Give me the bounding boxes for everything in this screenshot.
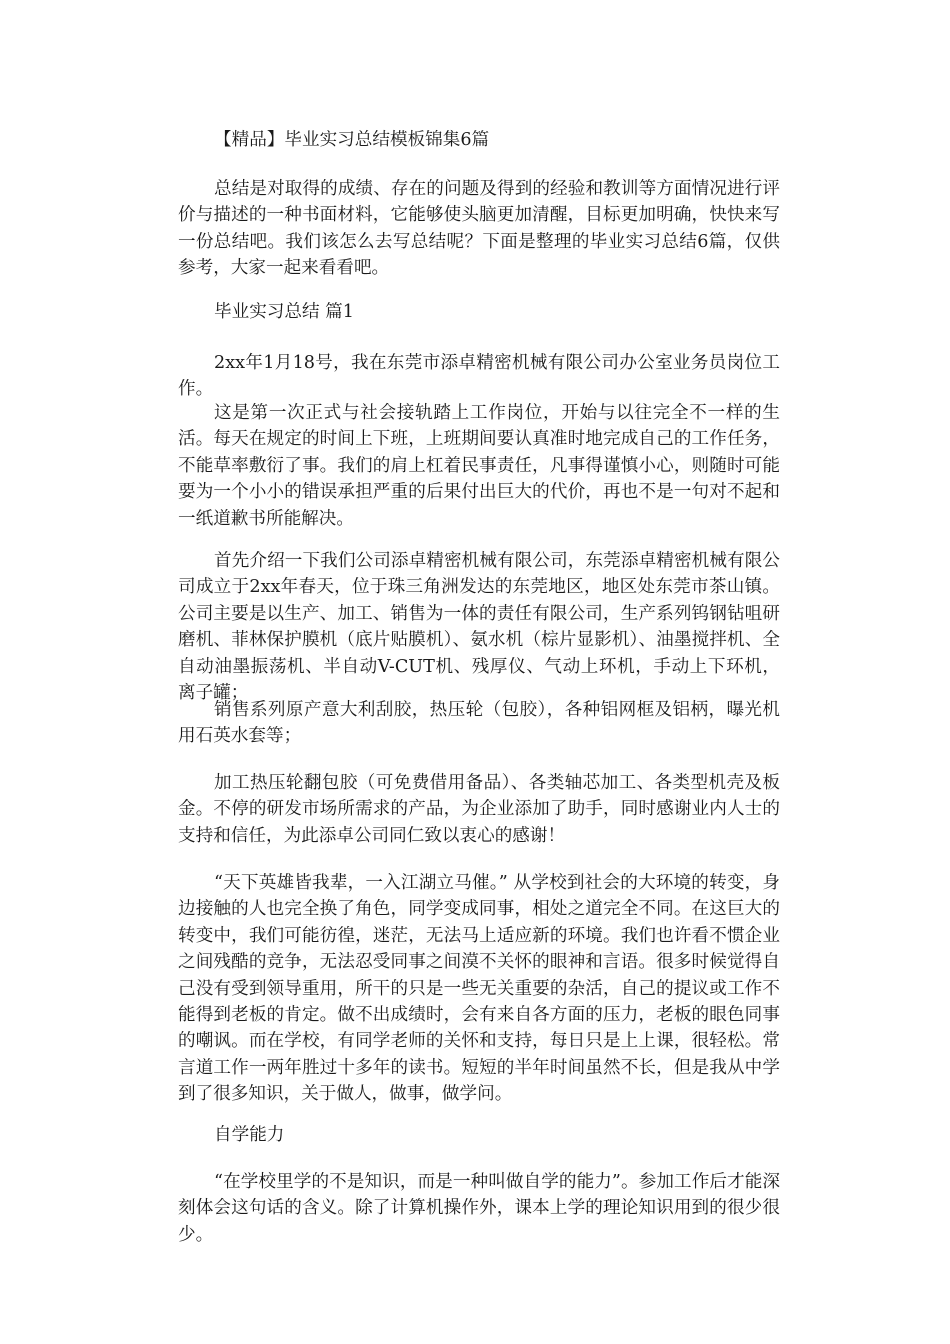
paragraph-3: 首先介绍一下我们公司添卓精密机械有限公司，东莞添卓精密机械有限公司成立于2xx年春天，位于珠三角洲发达的东莞地区，地区处东莞市茶山镇。公司主要是以生产、加工、销售为一体的责任有限公司，生产系列钨钢钻咀研磨机、菲林保护膜机（底片贴膜机）、氨水机（棕片显影机）、油墨搅拌机、全自动油墨振荡机、半自动V-CUT机、残厚仪、气动上环机，手动上下环机，离子罐； (178, 551, 780, 704)
intro-paragraph: 总结是对取得的成绩、存在的问题及得到的经验和教训等方面情况进行评价与描述的一种书面材料，它能够使头脑更加清醒，目标更加明确，快快来写一份总结吧。我们该怎么去写总结呢？下面是整理的毕业实习总结6篇，仅供参考，大家一起来看看吧。 (178, 179, 780, 279)
paragraph-4: 销售系列原产意大利刮胶，热压轮（包胶），各种铝网框及铝柄，曝光机用石英水套等； (178, 700, 780, 747)
paragraph-5: 加工热压轮翻包胶（可免费借用备品）、各类轴芯加工、各类型机壳及板金。不停的研发市场所需求的产品，为企业添加了助手，同时感谢业内人士的支持和信任，为此添卓公司同仁致以衷心的感谢！ (178, 773, 780, 846)
paragraph-7: “在学校里学的不是知识，而是一种叫做自学的能力”。参加工作后才能深刻体会这句话的含义。除了计算机操作外，课本上学的理论知识用到的很少很少。 (178, 1172, 780, 1245)
section-heading: 毕业实习总结 篇1 (214, 302, 354, 322)
paragraph-2: 这是第一次正式与社会接轨踏上工作岗位，开始与以往完全不一样的生活。每天在规定的时间上下班，上班期间要认真准时地完成自己的工作任务，不能草率敷衍了事。我们的肩上杠着民事责任，凡事得谨慎小心，则随时可能要为一个小小的错误承担严重的后果付出巨大的代价，再也不是一句对不起和一纸道歉书所能解决。 (178, 403, 780, 529)
paragraph-1: 2xx年1月18号，我在东莞市添卓精密机械有限公司办公室业务员岗位工作。 (178, 353, 780, 400)
subheading-self-learning: 自学能力 (214, 1125, 285, 1145)
document-title: 【精品】毕业实习总结模板锦集6篇 (214, 130, 490, 150)
paragraph-6: “天下英雄皆我辈，一入江湖立马催。” 从学校到社会的大环境的转变，身边接触的人也完全换了角色，同学变成同事，相处之道完全不同。在这巨大的转变中，我们可能彷徨，迷茫，无法马上适应新的环境。我们也许看不惯企业之间残酷的竞争，无法忍受同事之间漠不关怀的眼神和言语。很多时候觉得自己没有受到领导重用，所干的只是一些无关重要的杂活，自己的提议或工作不能得到老板的肯定。做不出成绩时，会有来自各方面的压力，老板的眼色同事的嘲讽。而在学校，有同学老师的关怀和支持，每日只是上上课，很轻松。常言道工作一两年胜过十多年的读书。短短的半年时间虽然不长，但是我从中学到了很多知识，关于做人，做事，做学问。 (178, 873, 780, 1105)
